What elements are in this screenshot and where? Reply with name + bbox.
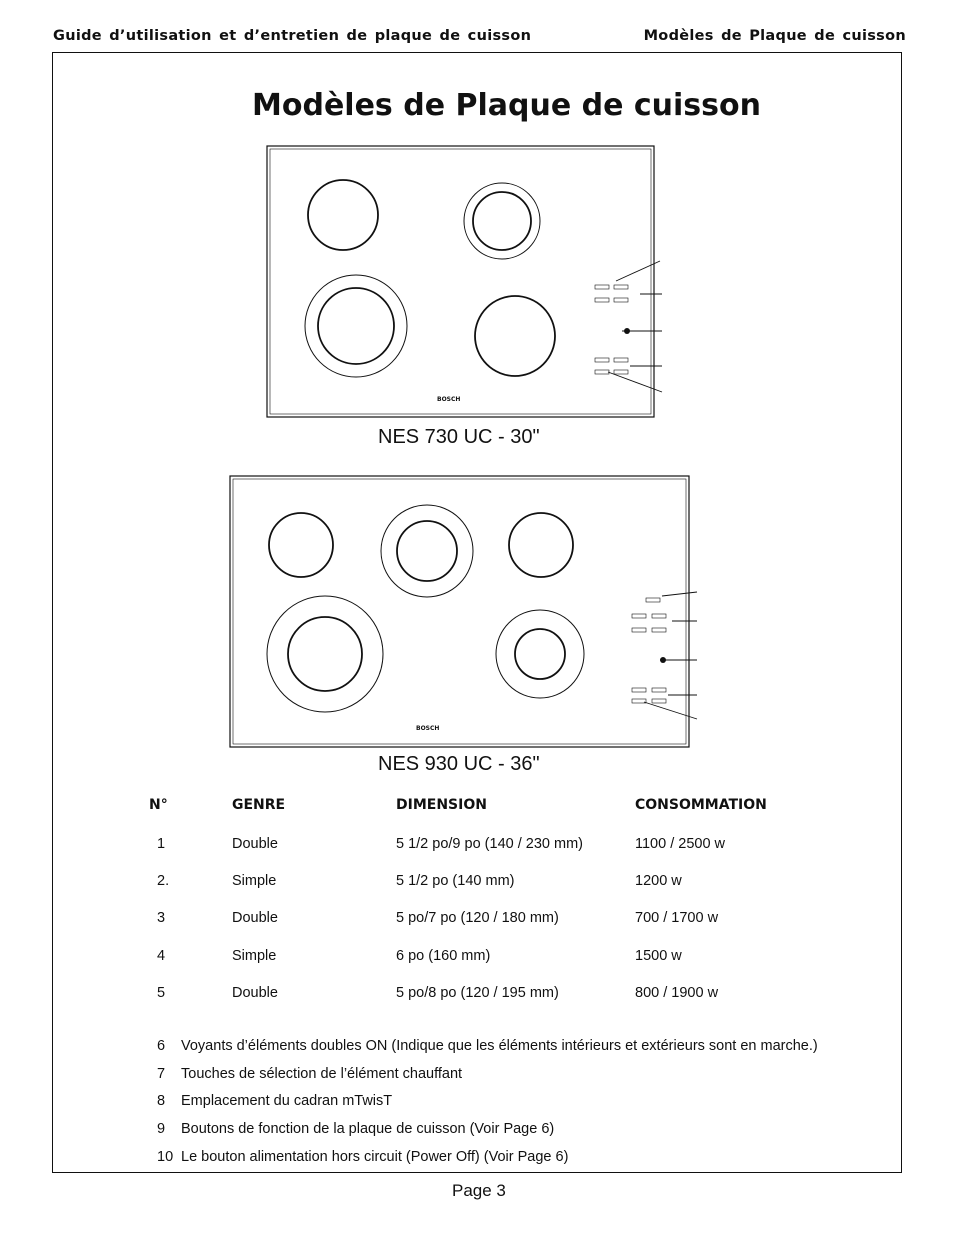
burner-2-30 (473, 192, 531, 250)
control-keys-36 (632, 598, 666, 703)
brand-label-30: BOSCH (437, 396, 461, 403)
burner-3-30 (318, 288, 394, 364)
table-cell-genre: Double (232, 985, 278, 1001)
table-header-genre: GENRE (232, 797, 286, 813)
caption-nes-730: NES 730 UC - 30" (378, 426, 540, 448)
cooktop-36-drawing (230, 476, 697, 747)
brand-label-36: BOSCH (416, 725, 440, 732)
table-cell-dimension: 5 1/2 po (140 mm) (396, 873, 515, 889)
running-header-left: Guide d’utilisation et d’entretien de plaque de cuisson (53, 28, 532, 44)
table-header-consommation: CONSOMMATION (635, 797, 767, 813)
table-cell-dimension: 5 po/7 po (120 / 180 mm) (396, 910, 559, 926)
table-cell-number: 5 (157, 985, 166, 1001)
page-number: Page 3 (452, 1181, 506, 1200)
table-cell-consommation: 1200 w (635, 873, 682, 889)
legend-item (157, 1149, 568, 1165)
legend-item (157, 1121, 554, 1137)
control-keys-30 (595, 285, 628, 374)
table-cell-number: 4 (157, 948, 166, 964)
legend-number: 6 (157, 1038, 166, 1054)
table-cell-genre: Simple (232, 948, 277, 964)
mtwist-dial-mark-36 (660, 657, 666, 663)
burner-4-36 (288, 617, 362, 691)
legend-text: Touches de sélection de l’élément chauffant (181, 1066, 463, 1082)
running-header-right: Modèles de Plaque de cuisson (643, 28, 906, 44)
legend-number: 8 (157, 1093, 166, 1109)
table-cell-consommation: 1100 / 2500 w (635, 836, 726, 852)
table-cell-genre: Double (232, 910, 278, 926)
legend-text: Emplacement du cadran mTwisT (181, 1093, 393, 1109)
legend-item (157, 1038, 818, 1054)
page-title: Modèles de Plaque de cuisson (252, 88, 761, 123)
legend-number: 7 (157, 1066, 166, 1082)
table-cell-dimension: 6 po (160 mm) (396, 948, 491, 964)
cooktop-30-drawing (267, 146, 662, 417)
burner-3-36 (509, 513, 573, 577)
table-cell-genre: Double (232, 836, 278, 852)
burner-2-36 (397, 521, 457, 581)
table-cell-consommation: 700 / 1700 w (635, 910, 719, 926)
burner-5-36 (515, 629, 565, 679)
legend-text: Boutons de fonction de la plaque de cuisson (Voir Page 6) (181, 1121, 555, 1137)
burner-1-30 (308, 180, 378, 250)
table-cell-genre: Simple (232, 873, 277, 889)
legend-item (157, 1093, 392, 1109)
table-cell-number: 3 (157, 910, 166, 926)
table-header-number: N° (149, 797, 168, 813)
table-cell-consommation: 1500 w (635, 948, 682, 964)
table-cell-consommation: 800 / 1900 w (635, 985, 719, 1001)
burner-1-36 (269, 513, 333, 577)
burner-4-30 (475, 296, 555, 376)
table-cell-number: 1 (157, 836, 166, 852)
caption-nes-930: NES 930 UC - 36" (378, 753, 540, 775)
table-header-dimension: DIMENSION (396, 797, 487, 813)
table-cell-dimension: 5 1/2 po/9 po (140 / 230 mm) (396, 836, 583, 852)
legend-item (157, 1066, 462, 1082)
table-cell-number: 2. (157, 873, 170, 889)
table-cell-dimension: 5 po/8 po (120 / 195 mm) (396, 985, 559, 1001)
legend-text: Le bouton alimentation hors circuit (Power Off) (Voir Page 6) (181, 1149, 569, 1165)
mtwist-dial-mark-30 (624, 328, 630, 334)
legend-number: 9 (157, 1121, 166, 1137)
legend-number: 10 (157, 1149, 174, 1165)
legend-text: Voyants d’éléments doubles ON (Indique que les éléments intérieurs et extérieurs sont en marche.) (181, 1038, 818, 1054)
